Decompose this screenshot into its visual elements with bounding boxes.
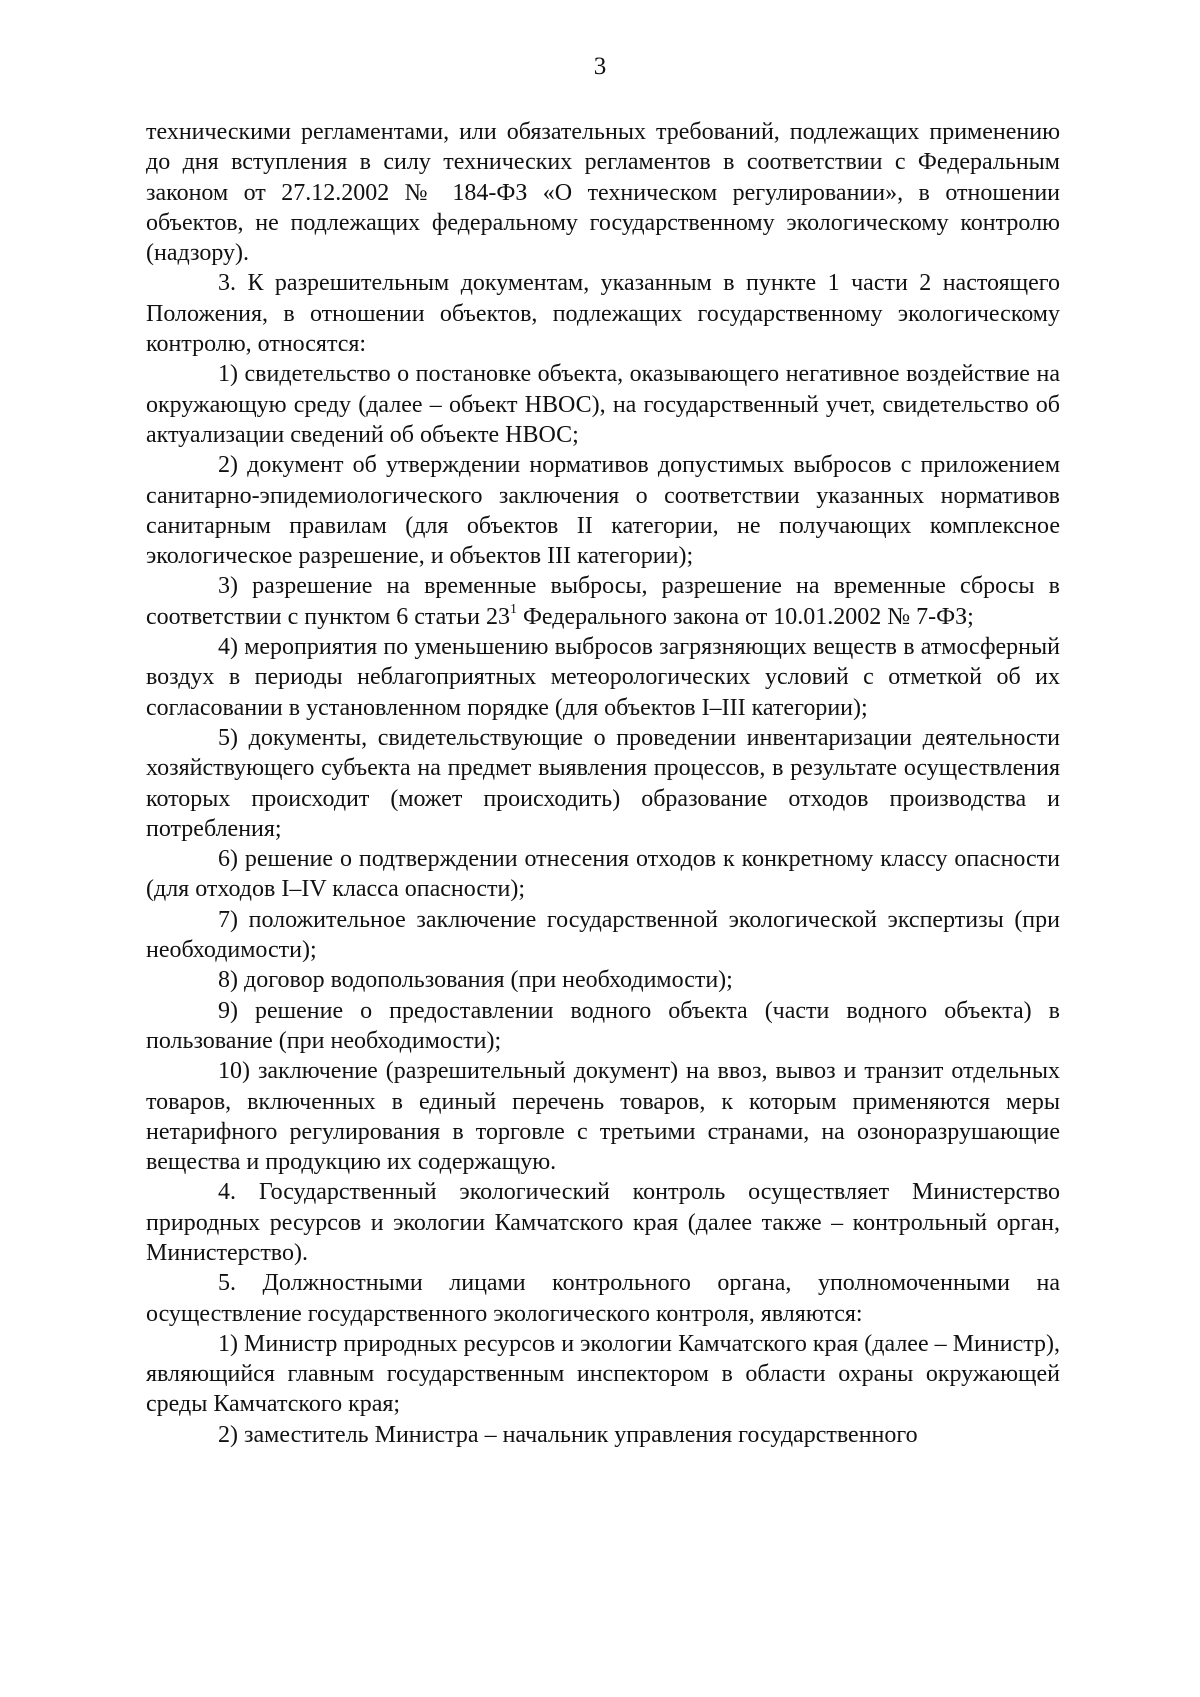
paragraph-continuation: техническими регламентами, или обязательных требований, подлежащих применению до дня вступления в силу технических регламентов в соответствии с Федеральным законом от 27.12.2002 № 184-ФЗ «О техническом регулировании», в отношении объектов, не подлежащих федеральному государственному экологическому контролю (надзору).: [146, 119, 1060, 267]
paragraph-4: 4. Государственный экологический контроль осуществляет Министерство природных ресурсов и экологии Камчатского края (далее также – контрольный орган, Министерство).: [146, 1179, 1060, 1266]
paragraph-5: 5. Должностными лицами контрольного органа, уполномоченными на осуществление государственного экологического контроля, являются:: [146, 1270, 1060, 1327]
document-body: [146, 117, 1060, 1450]
paragraph-5-item-2: 2) заместитель Министра – начальник управления государственного: [218, 1421, 918, 1448]
paragraph-3-item-10: 10) заключение (разрешительный документ) на ввоз, вывоз и транзит отдельных товаров, включенных в единый перечень товаров, к которым применяются меры нетарифного регулирования в торговле с третьими странами, на озоноразрушающие вещества и продукцию их содержащую.: [146, 1058, 1060, 1176]
paragraph-3-item-3: [146, 571, 1060, 632]
item-3-text-start: 3) разрешение на временные выбросы, разрешение на временные сбросы в соответствии с пунктом 6 статьи 23: [146, 573, 1060, 630]
paragraph-3-item-9: 9) решение о предоставлении водного объекта (части водного объекта) в пользование (при необходимости);: [146, 997, 1060, 1054]
paragraph-3-item-7: 7) положительное заключение государственной экологической экспертизы (при необходимости);: [146, 906, 1060, 964]
article-superscript: 1: [509, 601, 517, 617]
paragraph-3-item-8: 8) договор водопользования (при необходимости);: [218, 967, 733, 994]
paragraph-3-item-4: 4) мероприятия по уменьшению выбросов загрязняющих веществ в атмосферный воздух в периоды неблагоприятных метеорологических условий с отметкой об их согласовании в установленном порядке (для объектов I–III категории);: [146, 634, 1060, 721]
paragraph-3-item-6: 6) решение о подтверждении отнесения отходов к конкретному классу опасности (для отходов I–IV класса опасности);: [146, 846, 1060, 903]
paragraph-5-item-1: 1) Министр природных ресурсов и экологии Камчатского края (далее – Министр), являющийся главным государственным инспектором в области охраны окружающей среды Камчатского края;: [146, 1330, 1060, 1418]
paragraph-3-item-5: 5) документы, свидетельствующие о проведении инвентаризации деятельности хозяйствующего субъекта на предмет выявления процессов, в результате осуществления которых происходит (может происходить) образование отходов производства и потребления;: [146, 724, 1060, 842]
page-number: 3: [593, 53, 607, 80]
paragraph-3-item-2: 2) документ об утверждении нормативов допустимых выбросов с приложением санитарно-эпидемиологического заключения о соответствии указанных нормативов санитарным правилам (для объектов II категории, не получающих комплексное экологическое разрешение, и объектов III категории);: [146, 452, 1060, 570]
item-3-text-end: Федерального закона от 10.01.2002 № 7-ФЗ;: [516, 603, 974, 630]
paragraph-3: 3. К разрешительным документам, указанным в пункте 1 части 2 настоящего Положения, в отношении объектов, подлежащих государственному экологическому контролю, относятся:: [146, 270, 1060, 358]
paragraph-3-item-1: 1) свидетельство о постановке объекта, оказывающего негативное воздействие на окружающую среду (далее – объект НВОС), на государственный учет, свидетельство об актуализации сведений об объекте НВОС;: [146, 361, 1060, 448]
